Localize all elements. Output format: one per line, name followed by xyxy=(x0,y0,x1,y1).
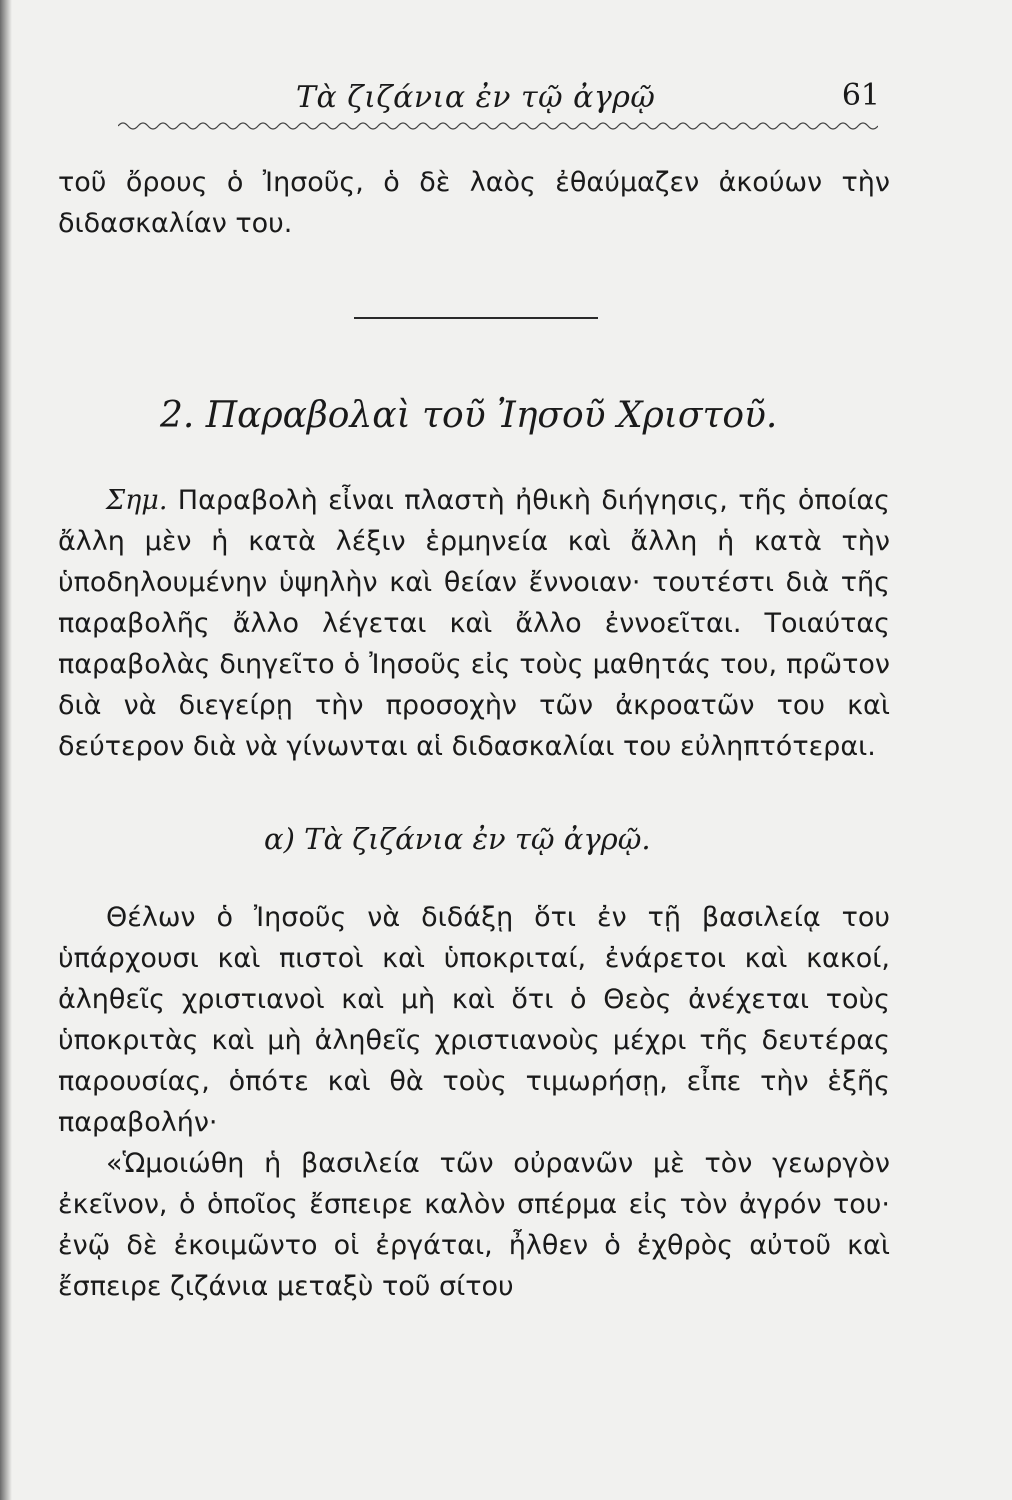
page-header xyxy=(60,74,880,118)
section-title: 2. Παραβολαὶ τοῦ Ἰησοῦ Χριστοῦ. xyxy=(160,395,778,436)
subsection-paragraph-1: Θέλων ὁ Ἰησοῦς νὰ διδάξῃ ὅτι ἐν τῇ βασιλείᾳ του ὑπάρχουσι καὶ πιστοὶ καὶ ὑποκριταί, ἐνάρετοι καὶ κακοί, ἀληθεῖς χριστιανοὶ καὶ μὴ καὶ ὅτι ὁ Θεὸς ἀνέχεται τοὺς ὑποκριτὰς καὶ μὴ ἀληθεῖς χριστιανοὺς μέχρι τῆς δευτέρας παρουσίας, ὁπότε καὶ θὰ τοὺς τιμωρήσῃ, εἶπε τὴν ἑξῆς παραβολήν· xyxy=(58,902,890,1138)
subsection-paragraph-2: «Ὡμοιώθη ἡ βασιλεία τῶν οὐρανῶν μὲ τὸν γεωργὸν ἐκεῖνον, ὁ ὁποῖος ἔσπειρε καλὸν σπέρμα εἰς τὸν ἀγρόν του· ἐνῷ δὲ ἐκοιμῶντο οἱ ἐργάται, ἦλθεν ὁ ἐχθρὸς αὐτοῦ καὶ ἔσπειρε ζιζάνια μεταξὺ τοῦ σίτου xyxy=(58,1148,890,1302)
opening-paragraph-text: τοῦ ὄρους ὁ Ἰησοῦς, ὁ δὲ λαὸς ἐθαύμαζεν ἀκούων τὴν διδασκαλίαν του. xyxy=(58,167,890,239)
opening-paragraph xyxy=(58,162,890,244)
page-binding-edge xyxy=(0,0,12,1500)
subsection-body xyxy=(58,897,890,1307)
running-title: Τὰ ζιζάνια ἐν τῷ ἀγρῷ xyxy=(296,80,656,115)
note-text: Παραβολὴ εἶναι πλαστὴ ἠθικὴ διήγησις, τῆς ὁποίας ἄλλη μὲν ἡ κατὰ λέξιν ἑρμηνεία καὶ ἄλλη ἡ κατὰ τὴν ὑποδηλουμένην ὑψηλὴν καὶ θείαν ἔννοιαν· τουτέστι διὰ τῆς παραβολῆς ἄλλο λέγεται καὶ ἄλλο ἐννοεῖται. Τοιαύτας παραβολὰς διηγεῖτο ὁ Ἰησοῦς εἰς τοὺς μαθητάς του, πρῶτον διὰ νὰ διεγείρῃ τὴν προσοχὴν τῶν ἀκροατῶν του καὶ δεύτερον διὰ νὰ γίνωνται αἱ διδασκαλίαι του εὐληπτότεραι. xyxy=(58,485,890,762)
page-number: 61 xyxy=(841,78,880,113)
note-label: Σημ. xyxy=(106,485,168,516)
note-paragraph xyxy=(58,480,890,767)
section-divider xyxy=(354,317,598,319)
subsection-title: α) Τὰ ζιζάνια ἐν τῷ ἀγρῷ. xyxy=(264,822,651,856)
section-note xyxy=(58,480,890,767)
header-wavy-rule xyxy=(118,120,878,132)
